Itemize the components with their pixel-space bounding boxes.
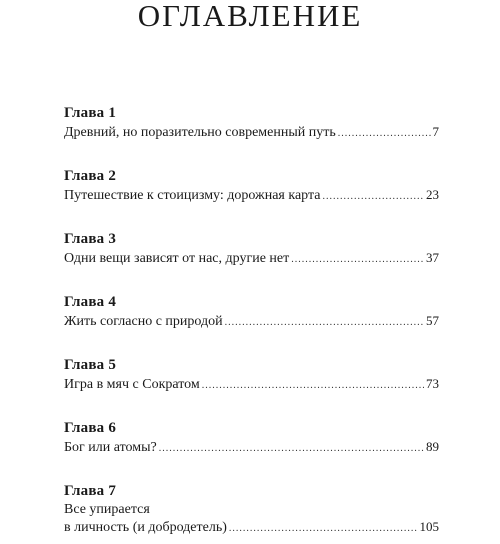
page-number: 57	[426, 313, 439, 328]
chapter-line	[64, 312, 439, 329]
page-number: 89	[426, 439, 439, 454]
chapter-line	[64, 186, 439, 203]
page-number: 105	[419, 519, 439, 534]
chapter-title: Путешествие к стоицизму: дорожная карта	[64, 188, 321, 203]
page-number: 7	[432, 124, 439, 139]
chapter-label: Глава 4	[64, 294, 117, 310]
dot-leader	[322, 188, 424, 205]
chapter-label: Глава 5	[64, 357, 117, 373]
dot-leader	[202, 377, 424, 394]
toc-entry-6[interactable]	[64, 418, 439, 481]
dot-leader	[225, 314, 424, 331]
chapter-line	[64, 249, 439, 266]
chapter-title: Древний, но поразительно современный путь	[64, 125, 336, 140]
page-title: ОГЛАВЛЕНИЕ	[137, 0, 363, 33]
chapter-title-line2: в личность (и добродетель)	[64, 520, 227, 535]
toc-entry-3[interactable]	[64, 229, 439, 292]
toc-entry-2[interactable]	[64, 166, 439, 229]
chapter-label: Глава 2	[64, 168, 117, 184]
chapter-label: Глава 6	[64, 420, 117, 436]
chapter-line	[64, 123, 439, 140]
chapter-label: Глава 1	[64, 105, 117, 121]
chapter-line	[64, 438, 439, 455]
chapter-title: Жить согласно с природой	[64, 314, 223, 329]
page-number: 73	[426, 376, 439, 391]
page-number: 23	[426, 187, 439, 202]
chapter-title: Бог или атомы?	[64, 440, 157, 455]
dot-leader	[291, 251, 424, 268]
chapter-line	[64, 518, 439, 535]
page-number: 37	[426, 250, 439, 265]
chapter-title-line1: Все упирается	[64, 502, 150, 517]
toc-entry-4[interactable]	[64, 292, 439, 355]
dot-leader	[338, 125, 431, 142]
dot-leader	[229, 520, 418, 537]
chapter-label: Глава 7	[64, 483, 117, 499]
dot-leader	[159, 440, 424, 457]
toc-entry-1[interactable]	[64, 103, 439, 166]
chapter-line	[64, 375, 439, 392]
toc-entry-5[interactable]	[64, 355, 439, 418]
chapter-title: Одни вещи зависят от нас, другие нет	[64, 251, 290, 266]
chapter-line-first	[64, 501, 439, 518]
toc-entry-7[interactable]	[64, 481, 439, 544]
chapter-title: Игра в мяч с Сократом	[64, 377, 200, 392]
chapter-label: Глава 3	[64, 231, 117, 247]
toc-list	[64, 103, 439, 544]
